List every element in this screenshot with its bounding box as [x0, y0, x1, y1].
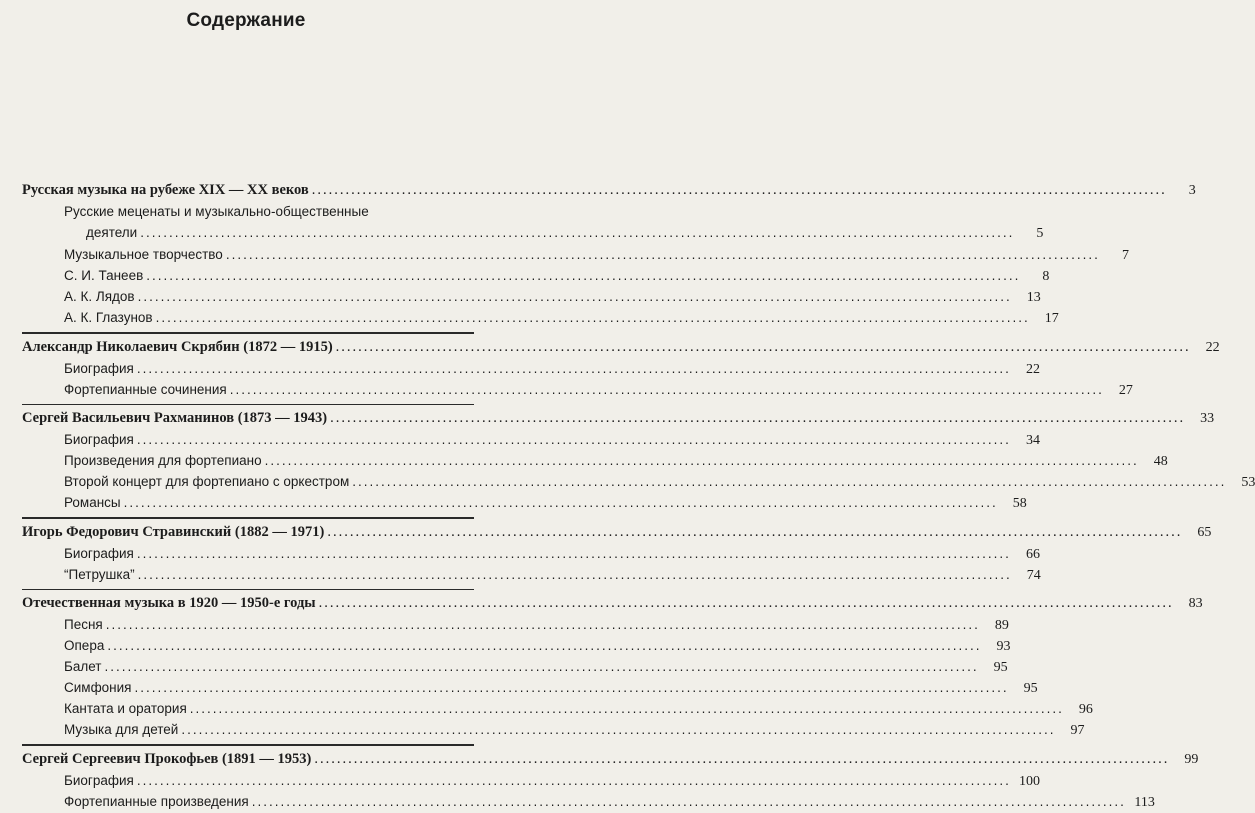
toc-subentry[interactable] [22, 358, 1040, 379]
toc-section-entry[interactable] [22, 749, 1199, 770]
leader-dots [137, 358, 1011, 379]
leader-dots [314, 749, 1169, 770]
toc-subentry[interactable] [22, 791, 1155, 812]
section-divider [22, 332, 474, 334]
leader-dots [265, 450, 1139, 471]
toc-subentry[interactable] [22, 635, 1011, 656]
leader-dots [124, 492, 998, 513]
leader-dots [319, 593, 1174, 614]
toc-subentry-title-cont: деятели [86, 225, 138, 240]
toc-section-title: Отечественная музыка в 1920 — 1950-е годы [22, 595, 316, 611]
toc-subentry-title: Биография [64, 772, 134, 788]
leader-dots [106, 614, 980, 635]
toc-subentry-title: Произведения для фортепиано [64, 453, 262, 468]
toc-subentry-title: Второй концерт для фортепиано с оркестром [64, 474, 350, 489]
toc-page-number: 33 [1200, 411, 1215, 426]
leader-dots [137, 429, 1011, 450]
toc-subentry-title: Фортепианные произведения [64, 793, 249, 809]
toc-page-number: 89 [994, 618, 1009, 633]
toc-page-number: 95 [1023, 681, 1038, 696]
toc-subentry[interactable] [22, 698, 1093, 719]
leader-dots [135, 677, 1009, 698]
toc-page-number: 74 [1026, 567, 1041, 583]
toc-subentry[interactable] [22, 450, 1168, 471]
leader-dots [336, 337, 1191, 358]
toc-page-number: 93 [996, 639, 1011, 654]
toc-page-number: 5 [1036, 226, 1044, 241]
toc-page-number: 66 [1025, 546, 1040, 562]
toc-subentry-title: Фортепианные сочинения [64, 381, 227, 397]
leader-dots [312, 180, 1167, 201]
toc-section-title: Сергей Васильевич Рахманинов (1873 — 1943) [22, 410, 328, 426]
toc-subentry[interactable] [22, 770, 1040, 791]
page-title: Содержание [186, 10, 306, 31]
toc-section-title: Игорь Федорович Стравинский (1882 — 1971) [22, 523, 325, 540]
toc-subentry[interactable] [22, 379, 1133, 400]
leader-dots [138, 286, 1012, 307]
toc-page-number: 96 [1078, 702, 1093, 717]
toc-subentry-title: Биография [64, 432, 134, 447]
toc-section-title: Русская музыка на рубеже XIX — XX веков [22, 182, 309, 198]
leader-dots [137, 770, 1011, 791]
toc-page-number: 8 [1042, 269, 1050, 284]
toc-subentry-title: Биография [64, 545, 134, 561]
leader-dots [107, 635, 981, 656]
toc-subentry-continuation [64, 222, 1044, 244]
toc-page-number: 65 [1197, 524, 1212, 540]
toc-page-number: 83 [1188, 596, 1203, 611]
toc-section-entry[interactable] [22, 593, 1203, 614]
toc-subentry[interactable] [22, 719, 1085, 740]
toc-page-number: 113 [1134, 794, 1155, 810]
toc-page-number: 99 [1184, 751, 1199, 767]
leader-dots [252, 791, 1126, 812]
toc-page-number: 27 [1118, 382, 1133, 398]
toc-page-number: 53 [1241, 475, 1255, 490]
toc-subentry[interactable] [22, 307, 1059, 328]
toc-page-number: 97 [1070, 723, 1085, 738]
toc-page-number: 100 [1018, 773, 1040, 789]
leader-dots [190, 698, 1064, 719]
leader-dots [156, 307, 1030, 328]
section-divider [22, 404, 474, 406]
toc-subentry[interactable] [22, 656, 1008, 677]
toc-page-number: 95 [993, 660, 1008, 675]
toc-section-title: Сергей Сергеевич Прокофьев (1891 — 1953) [22, 750, 312, 767]
toc-page-number: 13 [1026, 290, 1041, 305]
toc-page-number: 17 [1044, 311, 1059, 326]
toc-section-entry[interactable] [22, 180, 1196, 201]
toc-subentry[interactable] [22, 677, 1038, 698]
toc-page-number: 7 [1121, 248, 1129, 263]
section-divider [22, 744, 474, 746]
toc-subentry-title: С. И. Танеев [64, 268, 144, 283]
toc-subentry-title: А. К. Лядов [64, 289, 135, 304]
leader-dots [330, 408, 1185, 429]
toc-subentry-title: Опера [64, 638, 105, 653]
section-divider [22, 517, 474, 519]
toc-subentry-title: Музыка для детей [64, 722, 179, 737]
toc-subentry[interactable] [22, 429, 1040, 450]
toc-subentry[interactable] [22, 286, 1041, 307]
leader-dots [327, 522, 1182, 543]
toc-section-entry[interactable] [22, 408, 1215, 429]
leader-dots [226, 244, 1100, 265]
toc-subentry[interactable] [22, 471, 1255, 492]
toc-subentry-title: Балет [64, 659, 102, 674]
toc-subentry-title: Русские меценаты и музыкально-общественные [64, 204, 369, 219]
toc-section-entry[interactable] [22, 337, 1220, 358]
section-divider [22, 589, 474, 591]
leader-dots [137, 543, 1011, 564]
toc-page-number: 22 [1025, 361, 1040, 377]
toc-subentry[interactable] [22, 244, 1129, 265]
leader-dots [138, 564, 1012, 585]
table-of-contents [22, 180, 1255, 812]
leader-dots [105, 656, 979, 677]
toc-subentry-title: Романсы [64, 495, 121, 510]
toc-subentry-title: Биография [64, 360, 134, 376]
toc-page-number: 34 [1025, 433, 1040, 448]
toc-subentry[interactable] [22, 201, 1044, 244]
leader-dots [181, 719, 1055, 740]
toc-subentry-title: А. К. Глазунов [64, 310, 153, 325]
toc-page-number: 3 [1188, 183, 1196, 198]
toc-subentry[interactable] [22, 543, 1040, 564]
leader-dots [352, 471, 1226, 492]
toc-subentry-title: Музыкальное творчество [64, 247, 223, 262]
toc-subentry-title: Песня [64, 617, 103, 632]
toc-subentry-title: Кантата и оратория [64, 701, 187, 716]
toc-page-number: 22 [1205, 339, 1220, 355]
toc-section-title: Александр Николаевич Скрябин (1872 — 1915) [22, 338, 333, 355]
toc-subentry-title: “Петрушка” [64, 566, 135, 582]
leader-dots [140, 222, 1014, 243]
leader-dots [146, 265, 1020, 286]
toc-subentry[interactable] [22, 265, 1050, 286]
leader-dots [230, 379, 1104, 400]
toc-subentry[interactable] [22, 564, 1041, 585]
toc-section-entry[interactable] [22, 522, 1212, 543]
toc-page-number: 48 [1153, 454, 1168, 469]
toc-subentry-title: Симфония [64, 680, 132, 695]
toc-page-number: 58 [1012, 496, 1027, 511]
toc-subentry[interactable] [22, 492, 1027, 513]
toc-subentry[interactable] [22, 614, 1009, 635]
